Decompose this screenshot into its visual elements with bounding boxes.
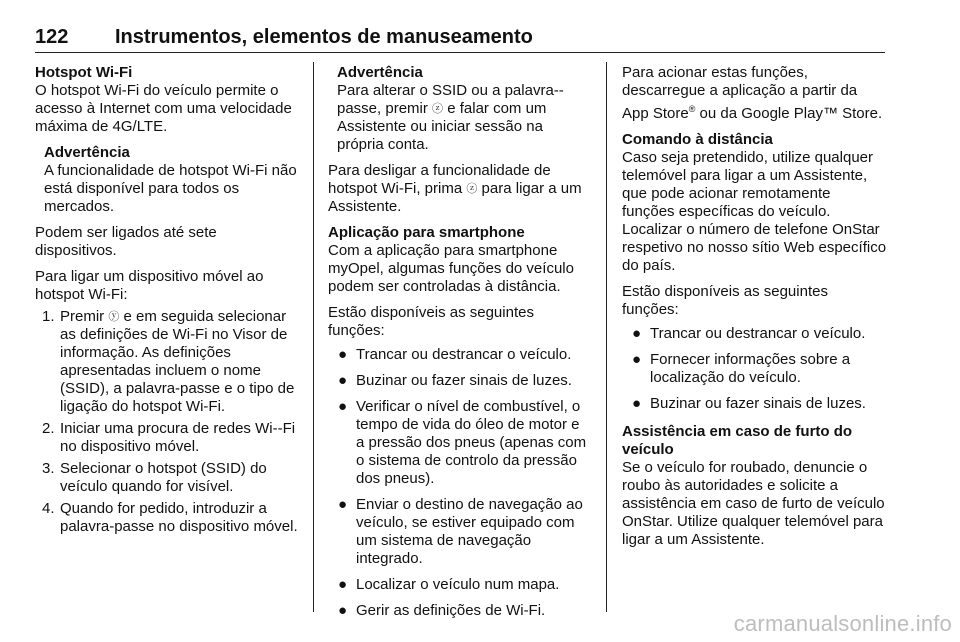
bullet-icon: ● — [338, 602, 348, 619]
theft-section — [622, 423, 887, 549]
column-3 — [622, 64, 887, 557]
theft-text: Se o veículo for roubado, denuncie o roubo às autoridades e solicite a assistência em caso de furto de veículo OnStar. Utilize qualquer telemóvel para ligar a um Assistente. — [622, 459, 885, 548]
bullet-icon: ● — [632, 395, 642, 412]
step-item — [35, 420, 300, 456]
download-text-end: ou da Google Play™ Store. — [695, 105, 883, 122]
step-number: 4. — [42, 500, 55, 517]
connect-paragraph: Para ligar um dispositivo móvel ao hotspot Wi-Fi: — [35, 268, 264, 303]
bullet-icon: ● — [632, 351, 642, 368]
bullet-icon: ● — [338, 496, 348, 513]
list-item-text: Trancar ou destrancar o veículo. — [650, 325, 866, 342]
remote-section — [622, 131, 887, 275]
list-item — [622, 325, 887, 343]
list-item — [328, 602, 590, 620]
step-number: 3. — [42, 460, 55, 477]
devices-paragraph: Podem ser ligados até sete dispositivos. — [35, 224, 217, 259]
step-item — [35, 308, 300, 416]
note-text-end: e falar com um Assistente ou iniciar sessão na própria conta. — [337, 100, 547, 153]
column-1 — [35, 64, 300, 544]
app-text: Com a aplicação para smartphone myOpel, algumas funções do veículo podem ser controladas à distância. — [328, 242, 574, 295]
list-item — [328, 372, 590, 390]
list-item-text: Verificar o nível de combustível, o tempo de vida do óleo de motor e a pressão dos pneus (apenas com o sistema de controlo da pressão dos pneus). — [356, 398, 587, 487]
note-text-start: Para alterar o SSID ou a palavra--passe, premir — [337, 82, 564, 117]
running-title: Instrumentos, elementos de manuseamento — [115, 26, 533, 48]
functions-intro: Estão disponíveis as seguintes funções: — [622, 283, 828, 318]
onstar-icon: ⓩ — [432, 103, 444, 115]
theft-heading: Assistência em caso de furto do veículo — [622, 423, 853, 458]
step-text-start: Premir — [60, 308, 109, 325]
hotspot-heading: Hotspot Wi-Fi — [35, 64, 133, 81]
bullet-icon: ● — [632, 325, 642, 342]
page-number: 122 — [35, 26, 69, 48]
bullet-icon: ● — [338, 576, 348, 593]
disable-text-end: para ligar a um Assistente. — [328, 180, 582, 215]
list-item — [622, 351, 887, 387]
hotspot-text: O hotspot Wi-Fi do veículo permite o acesso à Internet com uma velocidade máxima de 4G/LTE. — [35, 82, 292, 135]
list-item-text: Buzinar ou fazer sinais de luzes. — [650, 395, 866, 412]
download-text-start: Para acionar estas funções, descarregue a aplicação a partir da App Store — [622, 64, 858, 122]
column-2 — [328, 64, 590, 630]
step-number: 1. — [42, 308, 55, 325]
steps-list — [35, 308, 300, 536]
list-item — [328, 346, 590, 364]
step-text: Quando for pedido, introduzir a palavra-passe no dispositivo móvel. — [60, 500, 298, 535]
note-text: A funcionalidade de hotspot Wi-Fi não está disponível para todos os mercados. — [44, 162, 297, 215]
bullet-icon: ● — [338, 398, 348, 415]
list-item-text: Localizar o veículo num mapa. — [356, 576, 560, 593]
list-item — [328, 398, 590, 488]
list-item-text: Enviar o destino de navegação ao veículo, se estiver equipado com um sistema de navegação integrado. — [356, 496, 583, 567]
step-text: Selecionar o hotspot (SSID) do veículo quando for visível. — [60, 460, 267, 495]
remote-text: Caso seja pretendido, utilize qualquer telemóvel para ligar a um Assistente, que pode acionar remotamente funções específicas do veículo. Localizar o número de telefone OnStar respetivo no nosso sítio Web específico do país. — [622, 149, 887, 274]
functions-list — [328, 346, 590, 620]
functions-list — [622, 325, 887, 413]
list-item-text: Buzinar ou fazer sinais de luzes. — [356, 372, 572, 389]
note-heading: Advertência — [44, 144, 130, 161]
note-heading: Advertência — [337, 64, 423, 81]
app-section — [328, 224, 590, 296]
list-item-text: Gerir as definições de Wi-Fi. — [356, 602, 546, 619]
step-text: Iniciar uma procura de redes Wi--Fi no dispositivo móvel. — [60, 420, 296, 455]
registered-mark: ® — [688, 104, 696, 114]
bullet-icon: ● — [338, 346, 348, 363]
column-divider-1 — [313, 62, 314, 612]
functions-intro: Estão disponíveis as seguintes funções: — [328, 304, 534, 339]
step-item — [35, 460, 300, 496]
watermark: carmanualsonline.info — [733, 611, 952, 636]
hotspot-section — [35, 64, 300, 136]
remote-heading: Comando à distância — [622, 131, 773, 148]
app-heading: Aplicação para smartphone — [328, 224, 525, 241]
phone-icon: ⓨ — [108, 311, 120, 323]
step-text-end: e em seguida selecionar as definições de Wi-Fi no Visor de informação. As definições apresentadas incluem o nome (SSID), a palavra-passe e o tipo de ligação do hotspot Wi-Fi. — [60, 308, 295, 415]
header-rule — [35, 52, 885, 53]
page-header — [35, 26, 885, 53]
disable-paragraph — [328, 162, 590, 216]
download-paragraph — [622, 64, 887, 123]
bullet-icon: ● — [338, 372, 348, 389]
column-divider-2 — [606, 62, 607, 612]
list-item — [328, 576, 590, 594]
note-box — [337, 64, 590, 154]
note-box — [44, 144, 300, 216]
step-number: 2. — [42, 420, 55, 437]
step-item — [35, 500, 300, 536]
list-item — [622, 395, 887, 413]
list-item — [328, 496, 590, 568]
list-item-text: Fornecer informações sobre a localização do veículo. — [650, 351, 851, 386]
list-item-text: Trancar ou destrancar o veículo. — [356, 346, 572, 363]
disable-text-start: Para desligar a funcionalidade de hotspot Wi-Fi, prima — [328, 162, 551, 197]
onstar-icon: ⓩ — [466, 183, 478, 195]
